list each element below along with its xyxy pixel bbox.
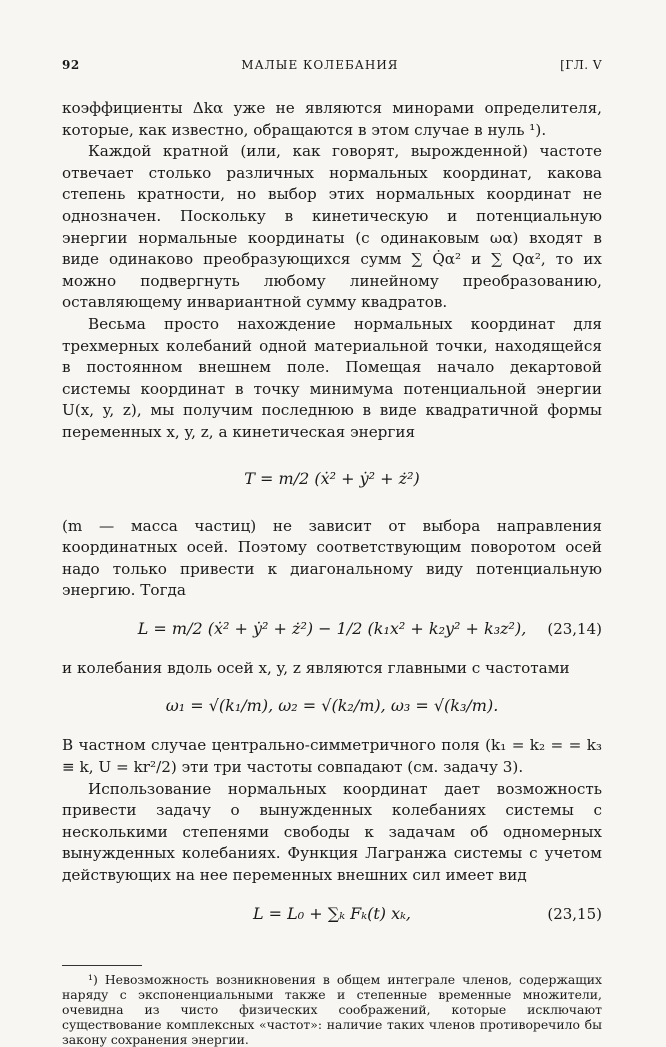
equation-kinetic-energy (62, 462, 602, 496)
paragraph: В частном случае центрально-симметричного поля (k₁ = k₂ = = k₃ ≡ k, U = kr²/2) эти три частоты совпадают (см. задачу 3). (62, 736, 602, 777)
paragraph: и колебания вдоль осей x, y, z являются главными с частотами (62, 658, 570, 677)
chapter-label: [ГЛ. V (560, 58, 602, 72)
equation-text: ω₁ = √(k₁/m), ω₂ = √(k₂/m), ω₃ = √(k₃/m). (165, 696, 499, 716)
equation-forced-lagrangian (62, 897, 602, 931)
book-page (62, 58, 602, 1047)
equation-lagrangian (62, 612, 602, 646)
footnote (62, 972, 602, 1047)
equation-text: L = L₀ + ∑ₖ Fₖ(t) xₖ, (252, 903, 412, 923)
equation-text: L = m/2 (ẋ² + ẏ² + ż²) − 1/2 (k₁x² + k₂y² + k₃z²), (137, 618, 527, 638)
paragraph: (m — масса частиц) не зависит от выбора направления координатных осей. Поэтому соответствующим поворотом осей надо только привести к диагональному виду потенциальную энергию. Тогда (62, 516, 602, 600)
paragraph: Использование нормальных координат дает возможность привести задачу о вынужденных колебаниях системы с несколькими степенями свободы к задачам об одномерных вынужденных колебаниях. Функция Лагранжа системы с учетом действующих на нее переменных внешних сил имеет вид (62, 779, 602, 885)
footnote-divider (62, 965, 142, 966)
paragraph: Каждой кратной (или, как говорят, вырожденной) частоте отвечает столько различных нормальных координат, какова степень кратности, но выбор этих нормальных координат не однозначен. Поскольку в кинетическую и потенциальную энергии нормальные координаты (с одинаковым ωα) входят в виде одинаково преобразующихся сумм ∑ Q̇α² и ∑ Qα², то их можно подвергнуть любому линейному преобразованию, оставляющему инвариантной сумму квадратов. (62, 142, 602, 312)
equation-number: (23,14) (547, 619, 602, 638)
paragraph: коэффициенты Δkα уже не являются минорами определителя, которые, как известно, обращаются в этом случае в нуль ¹). (62, 99, 602, 139)
paragraph: Весьма просто нахождение нормальных координат для трехмерных колебаний одной материальной точки, находящейся в постоянном внешнем поле. Помещая начало декартовой системы координат в точку минимума потенциальной энергии U(x, y, z), мы получим последнюю в виде квадратичной формы переменных x, y, z, а кинетическая энергия (62, 314, 602, 441)
equation-number: (23,15) (547, 904, 602, 923)
running-header (62, 58, 602, 82)
main-text (62, 98, 602, 931)
equation-text: T = m/2 (ẋ² + ẏ² + ż²) (244, 468, 420, 488)
equation-frequencies (62, 689, 602, 723)
footnote-text: ¹) Невозможность возникновения в общем интеграле членов, содержащих наряду с экспоненциальными также и степенные временные множители, очевидна из чисто физических соображений, которые исключают существование комплексных «частот»: наличие таких членов противоречило бы закону сохранения энергии. (62, 971, 602, 1047)
page-number: 92 (62, 58, 80, 72)
chapter-title: МАЛЫЕ КОЛЕБАНИЯ (241, 58, 399, 72)
